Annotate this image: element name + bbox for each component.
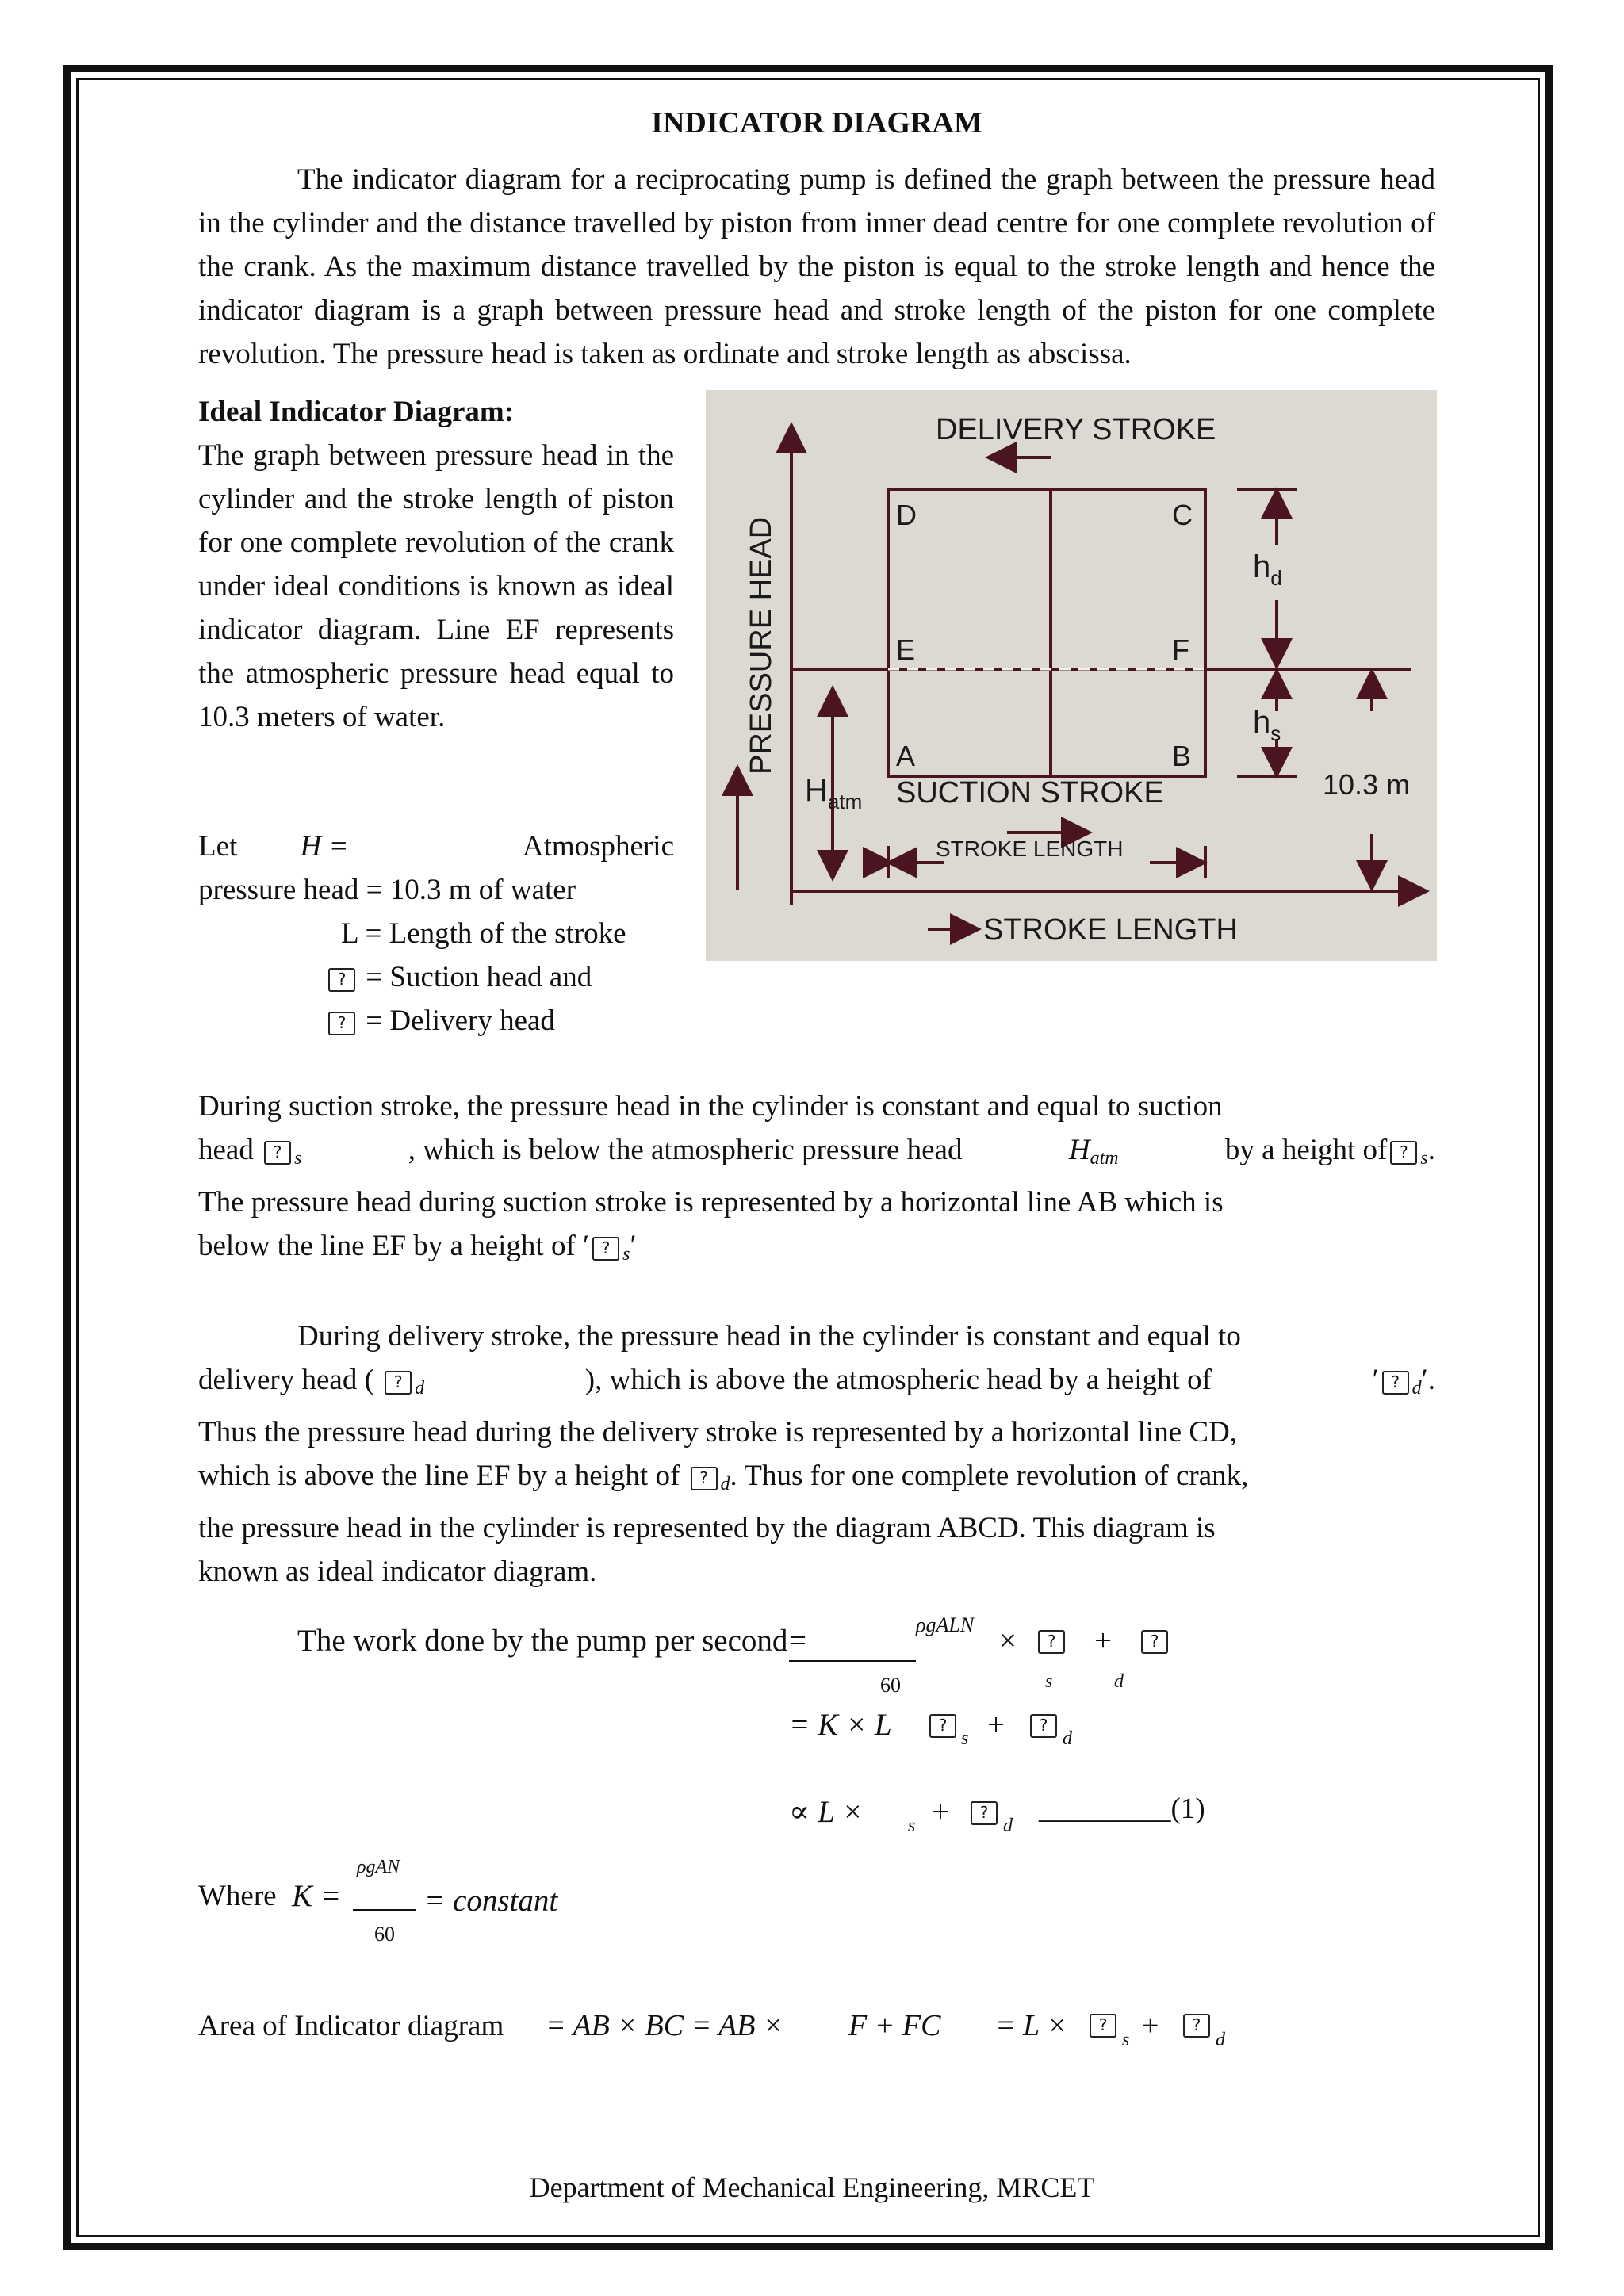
- hd-label: $h_d$: [1253, 549, 1282, 590]
- missing-glyph-icon: ?: [1030, 1714, 1057, 1738]
- missing-glyph-icon: ?: [328, 1012, 355, 1035]
- ideal-text-column: [198, 390, 674, 1043]
- document-page: [198, 101, 1435, 2052]
- hatm-label: $H_{atm}$: [805, 773, 863, 813]
- area-expr-1: = AB × BC = AB ×: [546, 2009, 783, 2042]
- k-den: 60: [374, 1923, 395, 1946]
- point-a-label: A: [896, 740, 916, 772]
- h-symbol: H =: [300, 830, 349, 863]
- missing-glyph-icon: ?: [1090, 2014, 1116, 2038]
- work-label: The work done by the pump per second: [297, 1624, 788, 1658]
- suction-line-4: below the line EF by a height of ′ ? $_s$′: [198, 1230, 637, 1265]
- missing-glyph-icon: ?: [264, 1141, 291, 1165]
- work-den: 60: [880, 1674, 901, 1697]
- ideal-text: The graph between pressure head in the cylinder and the stroke length of piston for one complete revolution of the crank under ideal conditions is known as ideal indicator diagram. Line EF represents the atmospheric pressure head equal to 10.3 meters of water.: [198, 439, 674, 733]
- area-expr-3: = L ×: [995, 2009, 1067, 2042]
- delivery-line-3: Thus the pressure head during the delivery stroke is represented by a horizontal line CD,: [198, 1416, 1238, 1448]
- suction-stroke-label: SUCTION STROKE: [896, 776, 1164, 809]
- work-times: ×: [999, 1624, 1017, 1658]
- area-expr-2: F + FC: [848, 2009, 941, 2042]
- intro-paragraph: The indicator diagram for a reciprocating pump is defined the graph between the pressure head in the cylinder and the distance travelled by piston from inner dead centre for one complete revolution of the crank. As the maximum distance travelled by the piston is equal to the stroke length and hence the indicator diagram is a graph between pressure head and stroke length of the piston for one complete revolution. The pressure head is taken as ordinate and stroke length as abscissa.: [198, 163, 1435, 370]
- let-word: Let: [198, 830, 238, 863]
- let-line-2: pressure head = 10.3 m of water: [198, 874, 576, 906]
- delivery-line-6: known as ideal indicator diagram.: [198, 1556, 597, 1588]
- let-line-4: ? = Suction head and: [198, 955, 674, 999]
- missing-glyph-icon: ?: [1141, 1630, 1168, 1654]
- missing-glyph-icon: ?: [328, 968, 355, 992]
- hs-label: $h_s$: [1253, 705, 1281, 745]
- work-eq: =: [789, 1624, 806, 1658]
- work-line-2: = K × L: [789, 1708, 892, 1742]
- missing-glyph-icon: ?: [1183, 2014, 1210, 2038]
- delivery-line-2: delivery head ( ? $_d$ ), which is above the atmospheric head by a height of ′ ? $_d$′.: [198, 1364, 1435, 1399]
- k-rhs: = constant: [424, 1884, 558, 1918]
- stroke-length-axis-label: STROKE LENGTH: [983, 913, 1238, 947]
- pressure-head-label: PRESSURE HEAD: [745, 516, 778, 775]
- suction-line-3: The pressure head during suction stroke is represented by a horizontal line AB which is: [198, 1186, 1224, 1219]
- missing-glyph-icon: ?: [385, 1371, 412, 1395]
- suction-line-2: head ? $_s$ , which is below the atmospheric pressure head $H_{atm}$ by a height of ? $_s$.: [198, 1134, 1435, 1169]
- page-footer: Department of Mechanical Engineering, MRCET: [529, 2172, 1095, 2203]
- indicator-diagram-svg: [706, 390, 1437, 961]
- ideal-heading: Ideal Indicator Diagram:: [198, 396, 515, 428]
- let-line-3: L = Length of the stroke: [341, 917, 626, 950]
- ideal-section: [198, 390, 1435, 1085]
- delivery-line-5: the pressure head in the cylinder is represented by the diagram ABCD. This diagram is: [198, 1512, 1216, 1544]
- where-label: Where: [198, 1880, 277, 1912]
- atmospheric-word: Atmospheric: [522, 830, 674, 863]
- suction-line-1: During suction stroke, the pressure head in the cylinder is constant and equal to suction: [198, 1090, 1223, 1123]
- point-d-label: D: [896, 499, 917, 531]
- atm-value-label: 10.3 m: [1323, 768, 1411, 801]
- k-num: ρgAN: [357, 1857, 400, 1877]
- area-label: Area of Indicator diagram: [198, 2010, 504, 2042]
- missing-glyph-icon: ?: [691, 1467, 718, 1490]
- stroke-length-inner-label: STROKE LENGTH: [936, 836, 1124, 861]
- missing-glyph-icon: ?: [592, 1237, 619, 1261]
- point-e-label: E: [896, 633, 916, 666]
- work-done-block: The work done by the pump per second = ρgALN 60 × ? + ? s d = K × L ? s + ? d ∝ L × s + ? d _________(1) Where: [198, 1608, 1435, 1901]
- point-c-label: C: [1172, 499, 1193, 531]
- delivery-line-1: During delivery stroke, the pressure head in the cylinder is constant and equal to: [297, 1320, 1241, 1353]
- work-frac-line: [789, 1660, 916, 1662]
- missing-glyph-icon: ?: [1382, 1371, 1409, 1395]
- point-b-label: B: [1172, 740, 1192, 772]
- delivery-stroke-label: DELIVERY STROKE: [936, 413, 1216, 446]
- work-plus: +: [1094, 1624, 1112, 1658]
- k-symbol: K =: [292, 1879, 342, 1913]
- k-frac-line: [353, 1909, 416, 1911]
- missing-glyph-icon: ?: [929, 1714, 956, 1738]
- equation-number: _________(1): [1039, 1793, 1205, 1825]
- let-line-5: ? = Delivery head: [198, 999, 674, 1043]
- missing-glyph-icon: ?: [1038, 1630, 1065, 1654]
- page-title: INDICATOR DIAGRAM: [651, 106, 982, 140]
- point-f-label: F: [1172, 633, 1189, 666]
- missing-glyph-icon: ?: [1390, 1141, 1417, 1165]
- missing-glyph-icon: ?: [971, 1801, 998, 1825]
- indicator-diagram-figure: [706, 390, 1437, 961]
- let-line: [198, 825, 674, 868]
- work-line-3: ∝ L ×: [789, 1795, 864, 1829]
- delivery-line-4: which is above the line EF by a height of ? $_d$. Thus for one complete revolution of crank,: [198, 1460, 1249, 1494]
- work-num: ρgALN: [916, 1613, 975, 1636]
- area-line: Area of Indicator diagram = AB × BC = AB × F + FC = L × ? s + ? d: [198, 2004, 1435, 2052]
